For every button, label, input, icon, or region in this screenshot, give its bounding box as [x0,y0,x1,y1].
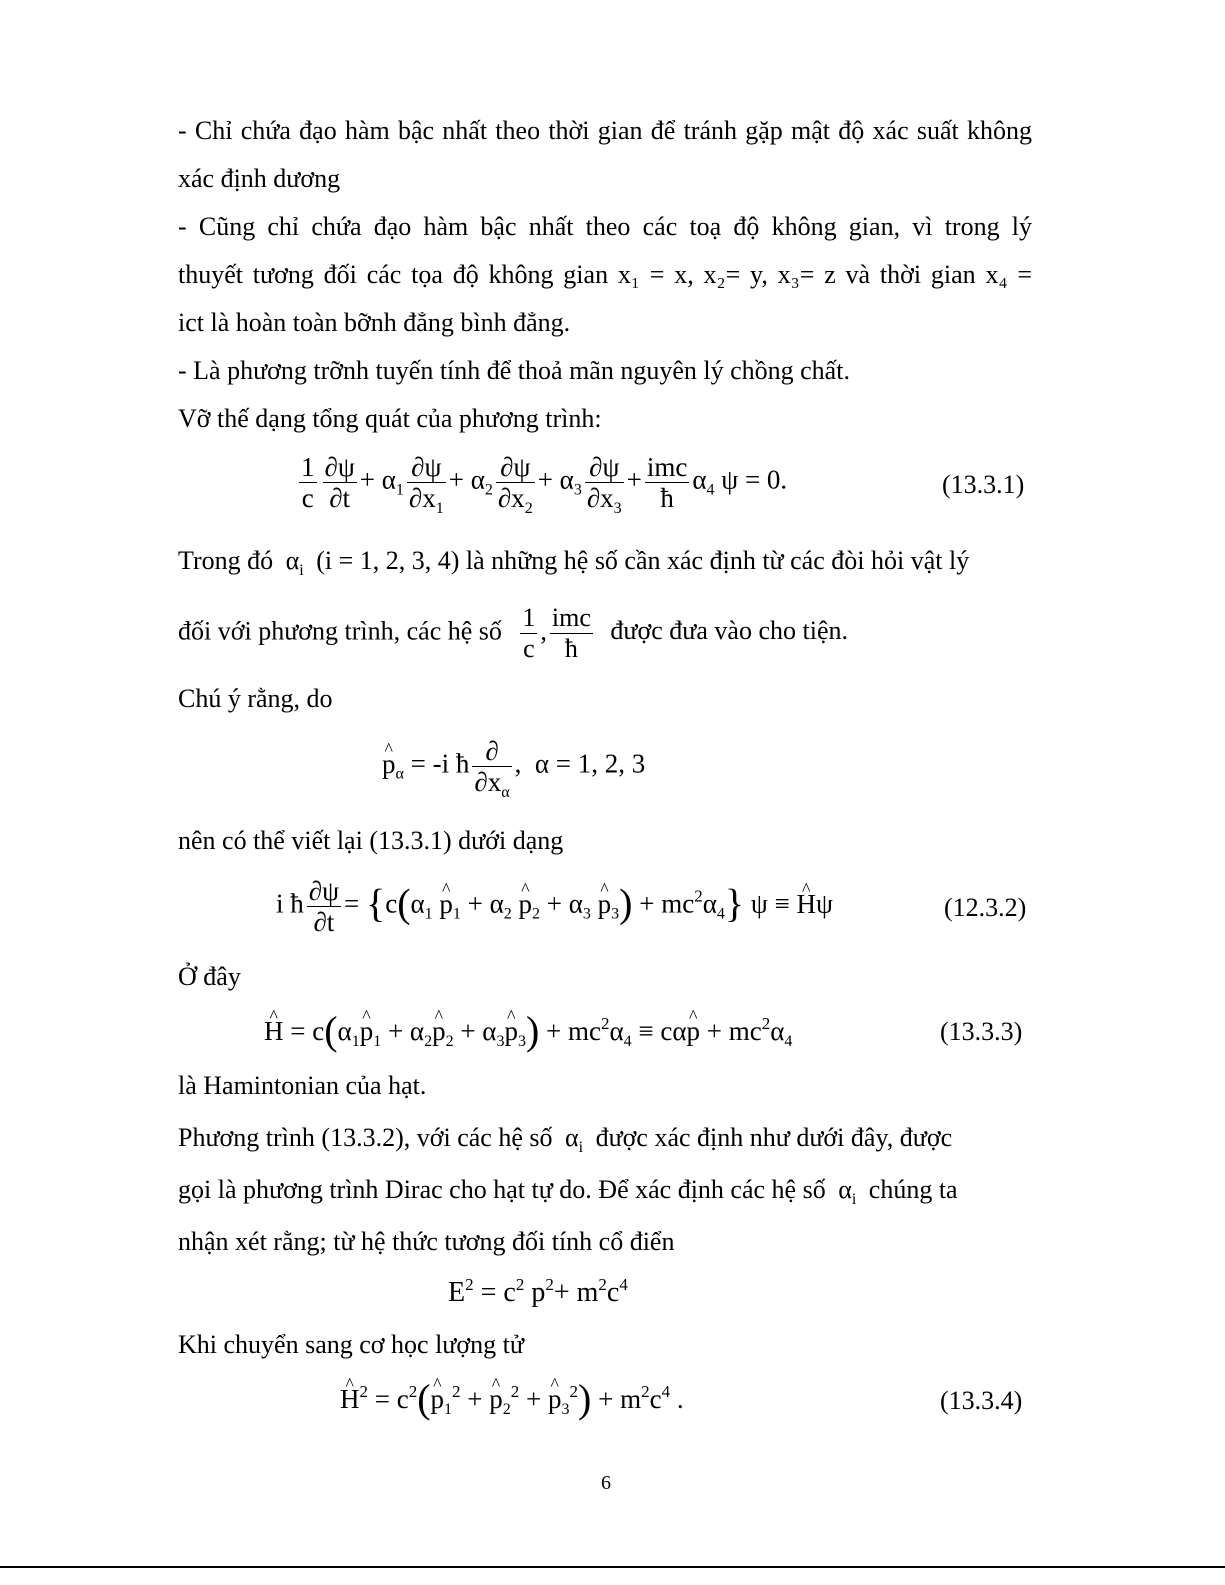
equation-13-3-1: $\frac{1}{c}$ $\frac{\partial\psi}{\partial t}$ + $\alpha_1$ $\frac{\partial\psi}{\partial x_1}$ + $\alpha_2$ $\frac{\partial\psi}{\partial x_2}$ + $\alpha_3$ $\frac{\partial\psi}{\partial x_3}$ + $\frac{\text{imc}}{ħ}$ $\alpha_4$ ψ = 0. [301,452,788,517]
equation-number: (12.3.2) [944,893,1027,922]
text-segment: chúng ta [868,1175,958,1204]
paragraph-line: đối với phương trình, các hệ số $\frac{1}{c}$ , $\frac{\text{imc}}{ħ}$ được đưa vào cho tiện. [178,603,849,663]
equation-number: (13.3.4) [940,1386,1023,1415]
paragraph-line: - Là phương trỡnh tuyến tính để thoả mãn nguyên lý chồng chất. [178,356,850,385]
text-segment: đối với phương trình, các hệ số [178,616,502,646]
paragraph-line: Ở đây [178,962,241,991]
paragraph-line: là Hamintonian của hạt. [178,1071,427,1100]
paragraph-line: - Chỉ chứa đạo hàm bậc nhất theo thời gian để tránh gặp mật độ xác suất không [178,116,1032,145]
text-segment: (i = 1, 2, 3, 4) là những hệ số cần xác định từ các đòi hỏi vật lý [316,546,970,575]
paragraph-line: Chú ý rằng, do [178,684,333,713]
paragraph-line: Khi chuyển sang cơ học lượng tử [178,1330,524,1359]
equation-number: (13.3.1) [942,470,1025,499]
equation-12-3-2: i ħ $\frac{\partial\psi}{\partial t}$ = {$c(\alpha_1$ ^ $p_1 + \alpha_2$ ^ $p_2 + \alpha_3$ ^ $p_3) + mc^2\alpha_4$} ψ ≡ ^ Hψ [276,876,833,937]
paragraph-line: xác định dương [178,164,341,193]
page-number: 6 [601,1472,611,1494]
text-segment: được đưa vào cho tiện. [610,616,849,646]
paragraph-line: nhận xét rằng; từ hệ thức tương đối tính cổ điển [178,1227,675,1256]
equation-number: (13.3.3) [940,1017,1023,1046]
text-segment: gọi là phương trình Dirac cho hạt tự do. Để xác định các hệ số [178,1175,826,1204]
paragraph-line: Vỡ thế dạng tổng quát của phương trình: [178,404,602,433]
paragraph-line: thuyết tương đối các tọa độ không gian x₁ = x, x₂= y, x₃= z và thời gian x₄ = [178,260,1032,289]
equation-momentum-operator: ^ $p_\alpha = -i$ ħ $\frac{\partial}{\partial x_\alpha}$ , α = 1, 2, 3 [382,736,645,797]
paragraph-line: ict là hoàn toàn bỡnh đẳng bình đẳng. [178,308,571,337]
text-segment: Trong đó [178,546,274,575]
paragraph-line: gọi là phương trình Dirac cho hạt tự do. Để xác định các hệ số $\alpha_i$ chúng ta [178,1175,958,1208]
equation-energy-relation: $E^2 = c^2$ $p^2+ m^2c^4$ [448,1275,628,1308]
equation-13-3-4: ^ $H^2$ = $c^2(\^{}$ $p_1^2$ + ^ $p_2^2$ + ^ $p_3^2) + m^2c^4$ . [340,1384,684,1414]
paragraph-line: - Cũng chỉ chứa đạo hàm bậc nhất theo các toạ độ không gian, vì trong lý [178,212,1032,241]
bottom-divider [0,1566,1225,1568]
paragraph-line: nên có thể viết lại (13.3.1) dưới dạng [178,826,564,855]
equation-13-3-3: ^ $H = c(\alpha_1\^{}$ $p_1$ + $\alpha_2\^{}$ $p_2$ + $\alpha_3\^{}$ $p_3) + mc^2\alpha_4$ ≡ cα^ $p + mc^2\alpha_4$ [264,1016,792,1046]
text-segment: được xác định như dưới đây, được [595,1123,953,1152]
paragraph-line: Trong đó $\alpha_i$ (i = 1, 2, 3, 4) là những hệ số cần xác định từ các đòi hỏi vật lý [178,546,970,579]
text-segment: Phương trình (13.3.2), với các hệ số [178,1123,553,1152]
paragraph-line: Phương trình (13.3.2), với các hệ số $\alpha_i$ được xác định như dưới đây, được [178,1123,953,1156]
